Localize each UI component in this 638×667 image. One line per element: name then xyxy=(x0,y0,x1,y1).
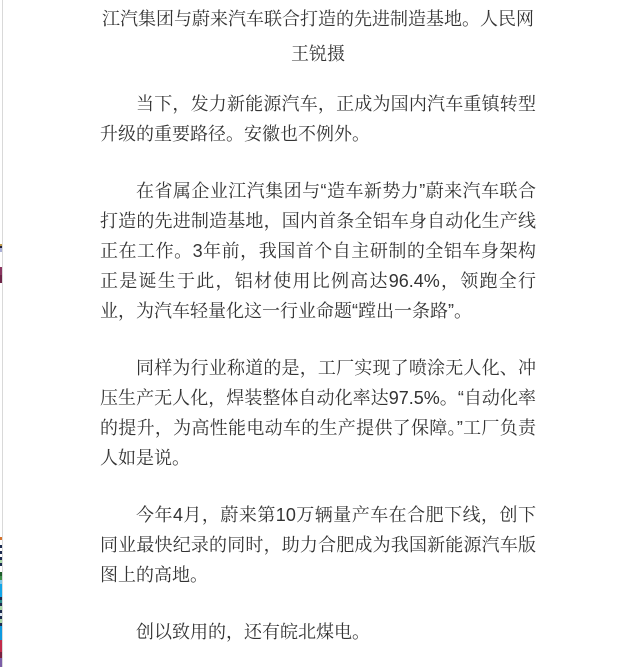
paragraph-wanbei-coal: 创以致用的，还有皖北煤电。 xyxy=(136,622,370,642)
left-divider-line xyxy=(2,0,3,667)
article-content xyxy=(100,0,536,667)
paragraph-automation: 同样为行业称道的是，工厂实现了喷涂无人化、冲压生产无人化，焊装整体自动化率达97.5%。“自动化率的提升，为高性能电动车的生产提供了保障。”工厂负责人如是说。 xyxy=(100,358,536,468)
paragraph-overview: 当下，发力新能源汽车，正成为国内汽车重镇转型升级的重要路径。安徽也不例外。 xyxy=(100,94,536,144)
paragraph-nio-milestone: 今年4月，蔚来第10万辆量产车在合肥下线，创下同业最快纪录的同时，助力合肥成为我国新能源汽车版图上的高地。 xyxy=(100,505,536,585)
photo-caption: 江汽集团与蔚来汽车联合打造的先进制造基地。人民网 王锐摄 xyxy=(102,9,534,64)
paragraph-factory-aluminum: 在省属企业江汽集团与“造车新势力”蔚来汽车联合打造的先进制造基地，国内首条全铝车身自动化生产线正在工作。3年前，我国首个自主研制的全铝车身架构正是诞生于此，铝材使用比例高达96.4%，领跑全行业，为汽车轻量化这一行业命题“蹚出一条路”。 xyxy=(100,181,536,321)
